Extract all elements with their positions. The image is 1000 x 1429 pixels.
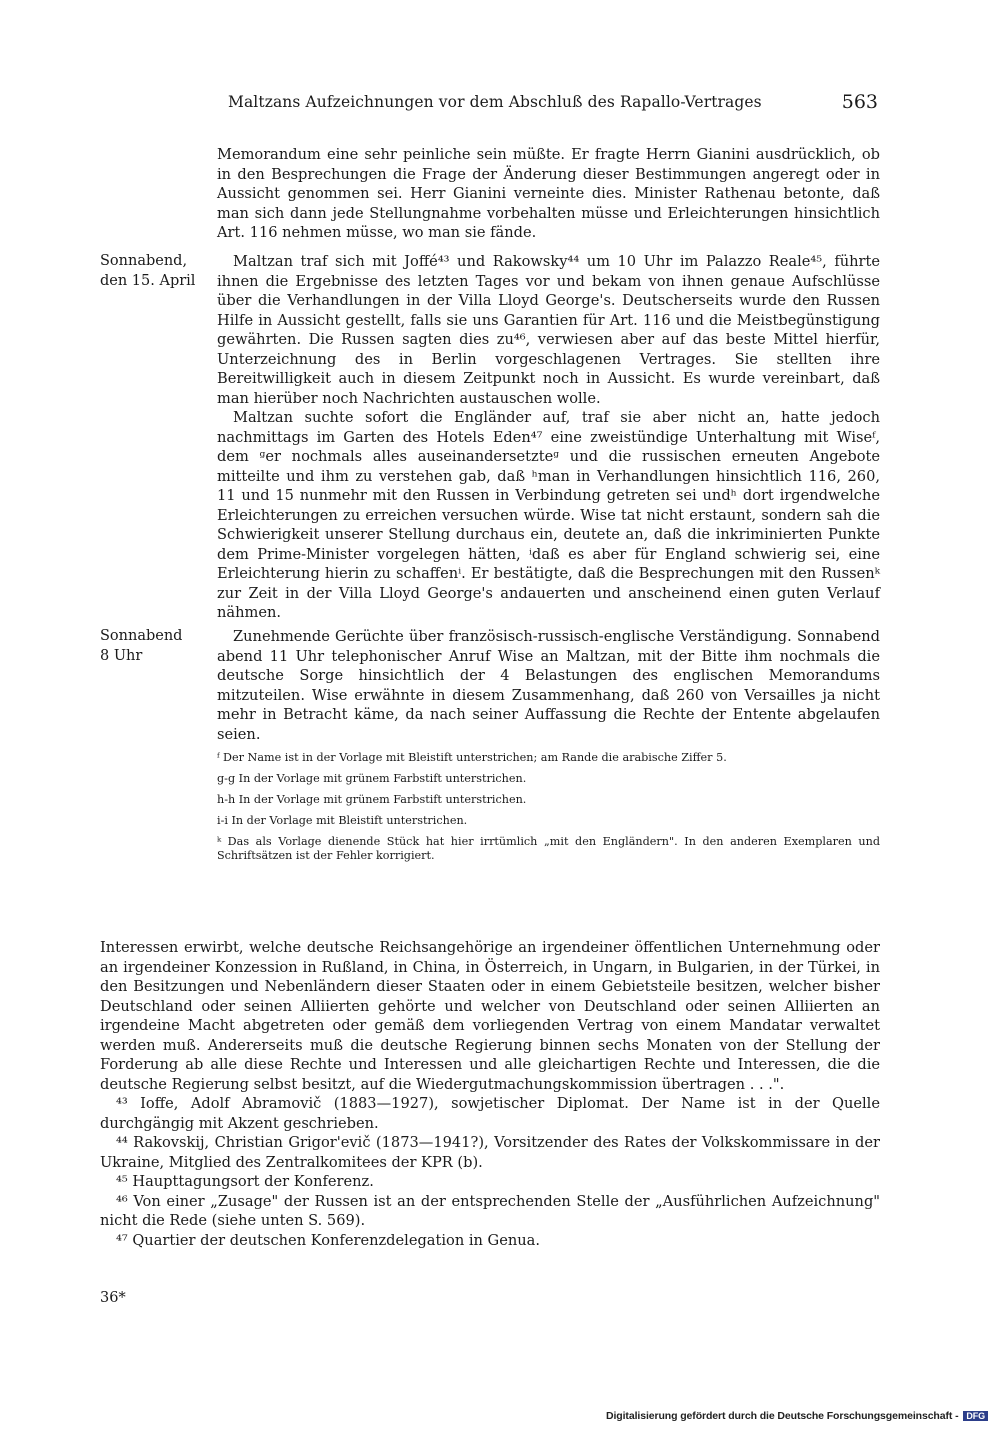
intro-paragraph [217, 145, 880, 243]
margin-date-line2: 8 Uhr [100, 647, 143, 664]
footnote: ⁴⁴ Rakovskij, Christian Grigor'evič (1873—1941?), Vorsitzender des Rates der Volkskommissare in der Ukraine, Mitglied des Zentralkomitees der KPR (b). [100, 1134, 880, 1171]
page-number: 563 [841, 91, 878, 113]
entry-paragraph: Maltzan suchte sofort die Engländer auf, traf sie aber nicht an, hatte jedoch nachmittags im Garten des Hotels Eden⁴⁷ eine zweistündige Unterhaltung mit Wiseᶠ, dem ᵍer nochmals alles auseinandersetzteᵍ und die russischen erneuten Angebote mitteilte und ihm zu verstehen gab, daß ʰman in Verhandlungen hinsichtlich 116, 260, 11 und 15 nunmehr mit den Russen in Verbindung getreten sei undʰ dort irgendwelche Erleichterungen zu erreichen versuchen würde. Wise tat nicht erstaunt, sondern sah die Schwierigkeit unserer Stellung durchaus ein, deutete an, daß die inkriminierten Punkte dem Prime-Minister vorgelegen hätten, ⁱdaß es aber für England schwierig sei, eine Erleichterung hierin zu schaffenⁱ. Er bestätigte, daß die Besprechungen mit den Russenᵏ zur Zeit in der Villa Lloyd George's andauerten und anscheinend einen guten Verlauf nähmen. [217, 409, 880, 621]
critical-note: ᵏ Das als Vorlage dienende Stück hat hier irrtümlich „mit den Engländern". In den anderen Exemplaren und Schriftsätzen ist der Fehler korrigiert. [217, 835, 880, 862]
margin-date [100, 252, 215, 291]
intro-text: Memorandum eine sehr peinliche sein müßte. Er fragte Herrn Gianini ausdrücklich, ob in den Besprechungen die Frage der Änderung dieser Bestimmungen angeregt oder in Aussicht genommen sei. Herr Gianini verneinte dies. Minister Rathenau betonte, daß man sich dann jede Stellungnahme vorbehalten müsse und Erleichterungen hinsichtlich Art. 116 nehmen müsse, wo man sie fände. [217, 146, 880, 241]
footnote-continuation [100, 938, 880, 1250]
footnote: ⁴⁶ Von einer „Zusage" der Russen ist an der entsprechenden Stelle der „Ausführlichen Aufzeichnung" nicht die Rede (siehe unten S. 569). [100, 1192, 880, 1229]
text-critical-notes [217, 751, 880, 870]
critical-note: ᶠ Der Name ist in der Vorlage mit Bleistift unterstrichen; am Rande die arabische Ziffer 5. [217, 751, 727, 764]
entry-body [217, 252, 880, 623]
margin-date-line2: den 15. April [100, 272, 196, 289]
signature-mark: 36* [100, 1290, 126, 1306]
continuation-text: Interessen erwirbt, welche deutsche Reichsangehörige an irgendeiner öffentlichen Unternehmung oder an irgendeiner Konzession in Rußland, in China, in Österreich, in Ungarn, in Bulgarien, in der Türkei, in den Besitzungen und Nebenländern dieser Staaten oder in einem Gebietsteile besitzen, welcher bisher Deutschland oder seinen Alliierten gehörte und welcher von Deutschland oder seinen Alliierten an irgendeine Macht abgetreten oder gemäß dem vorliegenden Vertrag von einem Mandatar verwaltet werden muß. Andererseits muß die deutsche Regierung binnen sechs Monaten von der Stellung der Forderung ab alle diese Rechte und Interessen und alle gleichartigen Rechte und Interessen, die die deutsche Regierung selbst besitzt, auf die Wiedergutmachungskommission übertragen . . .". [100, 939, 880, 1093]
running-title: Maltzans Aufzeichnungen vor dem Abschluß des Rapallo-Vertrages [228, 93, 762, 111]
footnote: ⁴⁵ Haupttagungsort der Konferenz. [116, 1173, 374, 1190]
margin-date-line1: Sonnabend, [100, 253, 188, 269]
critical-note: h-h In der Vorlage mit grünem Farbstift unterstrichen. [217, 793, 527, 806]
critical-note: g-g In der Vorlage mit grünem Farbstift unterstrichen. [217, 772, 527, 785]
credit-text: Digitalisierung gefördert durch die Deutsche Forschungsgemeinschaft - [606, 1410, 959, 1422]
critical-note: i-i In der Vorlage mit Bleistift unterstrichen. [217, 814, 468, 827]
footnote: ⁴⁷ Quartier der deutschen Konferenzdelegation in Genua. [116, 1231, 540, 1249]
footnote: ⁴³ Ioffe, Adolf Abramovič (1883—1927), sowjetischer Diplomat. Der Name ist in der Quelle durchgängig mit Akzent geschrieben. [100, 1095, 880, 1132]
entry-body [217, 627, 880, 744]
dfg-logo: DFG [963, 1411, 988, 1421]
entry-paragraph: Zunehmende Gerüchte über französisch-russisch-englische Verständigung. Sonnabend abend 11 Uhr telephonischer Anruf Wise an Maltzan, mit der Bitte ihm nochmals die deutsche Sorge hinsichtlich der 4 Belastungen des englischen Memorandums mitzuteilen. Wise erwähnte in diesem Zusammenhang, daß 260 von Versailles ja nicht mehr in Betracht käme, da nach seiner Auffassung die Rechte der Entente abgelaufen seien. [217, 628, 880, 743]
running-header [218, 93, 878, 117]
entry-paragraph: Maltzan traf sich mit Joffé⁴³ und Rakowsky⁴⁴ um 10 Uhr im Palazzo Reale⁴⁵, führte ihnen die Ergebnisse des letzten Tages vor und bekam von ihnen genaue Aufschlüsse über die Verhandlungen in der Villa Lloyd George's. Deutscherseits wurde den Russen Hilfe in Aussicht gestellt, falls sie uns Garantien für Art. 116 und die Meistbegünstigung gewährten. Die Russen sagten dies zu⁴⁶, verwiesen aber auf das beste Mittel hierfür, Unterzeichnung des in Berlin vorgeschlagenen Vertrages. Sie stellten ihre Bereitwilligkeit auch in diesem Zeitpunkt noch in Aussicht. Es wurde vereinbart, daß man hierüber noch Nachrichten austauschen wolle. [217, 253, 880, 407]
margin-date [100, 627, 215, 666]
digitization-credit [606, 1410, 988, 1422]
margin-date-line1: Sonnabend [100, 628, 183, 644]
